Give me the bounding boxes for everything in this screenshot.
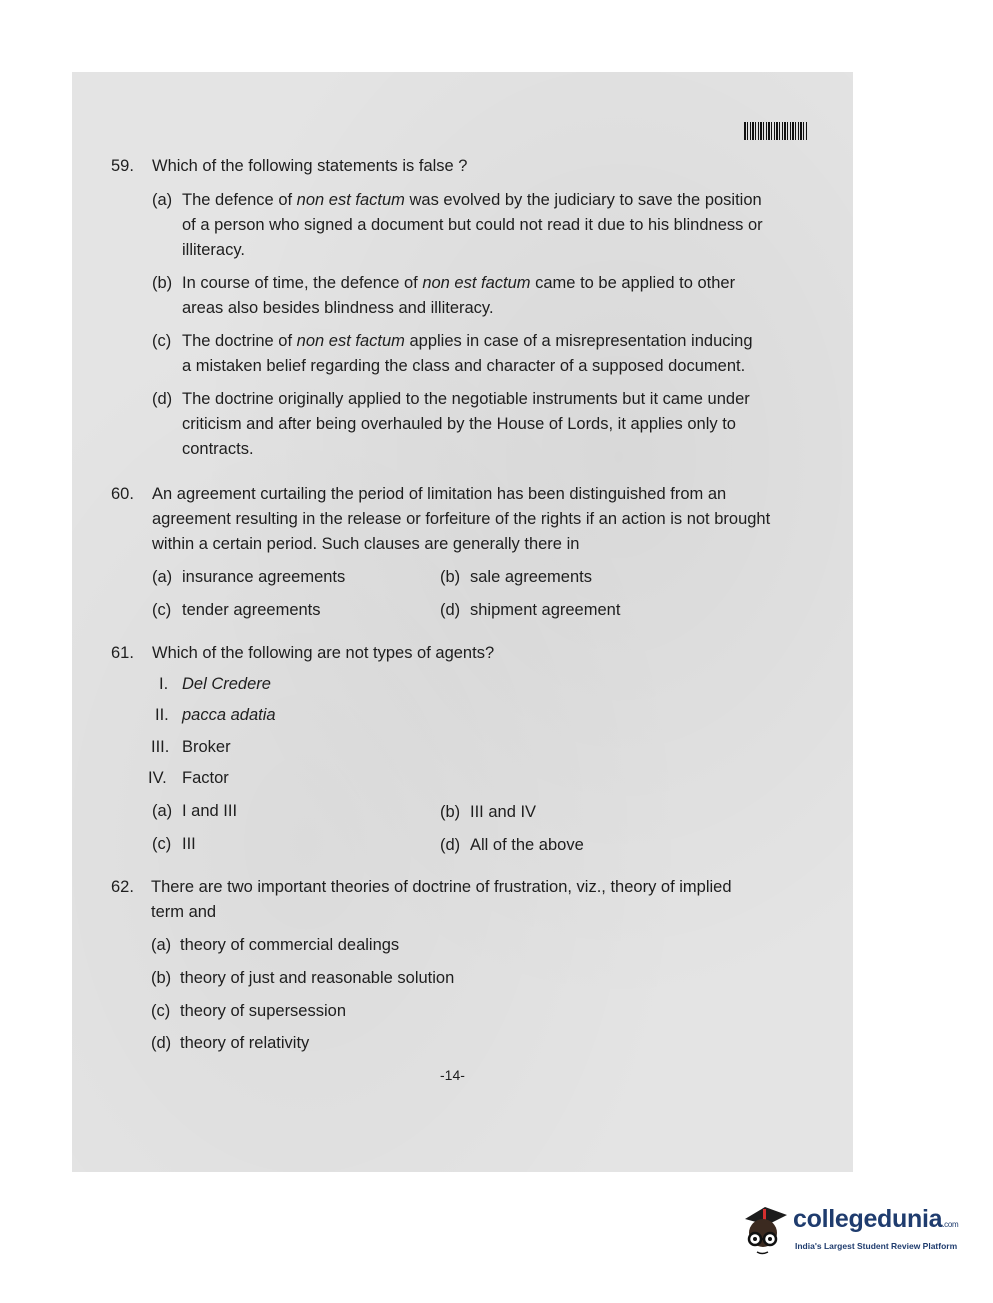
q60-question-line: agreement resulting in the release or forfeiture of the rights if an action is not brought bbox=[152, 510, 771, 528]
q61-number: 61. bbox=[111, 644, 134, 662]
q60-question-line: An agreement curtailing the period of limitation has been distinguished from an bbox=[152, 485, 727, 503]
q61-item-number: I. bbox=[159, 675, 169, 693]
q61-item-text: Del Credere bbox=[182, 675, 271, 693]
mascot-icon bbox=[735, 1197, 790, 1257]
q60-option-text: tender agreements bbox=[182, 601, 321, 619]
q62-question-line: term and bbox=[151, 903, 217, 921]
q59-option-d-line: The doctrine originally applied to the negotiable instruments but it came under bbox=[182, 390, 750, 408]
q59-option-label: (d) bbox=[152, 390, 173, 408]
q59-option-d-line: contracts. bbox=[182, 440, 254, 458]
q62-option-text: theory of just and reasonable solution bbox=[180, 969, 455, 987]
q59-option-label: (a) bbox=[152, 191, 173, 209]
q59-number: 59. bbox=[111, 157, 134, 175]
q61-item-number: III. bbox=[151, 738, 170, 756]
page-number: -14- bbox=[440, 1067, 465, 1083]
q60-number: 60. bbox=[111, 485, 134, 503]
collegedunia-logo bbox=[735, 1197, 960, 1257]
q60-question-line: within a certain period. Such clauses are generally there in bbox=[152, 535, 580, 553]
q61-option-label: (b) bbox=[440, 803, 461, 821]
q61-option-text: III bbox=[182, 835, 196, 853]
q60-option-text: insurance agreements bbox=[182, 568, 346, 586]
q61-option-label: (c) bbox=[152, 835, 172, 853]
q60-option-label: (b) bbox=[440, 568, 461, 586]
q61-question: Which of the following are not types of agents? bbox=[152, 644, 495, 662]
q59-question: Which of the following statements is false ? bbox=[152, 157, 468, 175]
q59-option-b-line: In course of time, the defence of non est factum came to be applied to other bbox=[182, 274, 736, 292]
q59-option-a-line: The defence of non est factum was evolved by the judiciary to save the position bbox=[182, 191, 762, 209]
q62-option-label: (b) bbox=[151, 969, 172, 987]
q60-option-text: sale agreements bbox=[470, 568, 592, 586]
q59-option-a-line: illiteracy. bbox=[182, 241, 245, 259]
q61-item-number: IV. bbox=[148, 769, 167, 787]
q59-option-label: (b) bbox=[152, 274, 173, 292]
q62-option-text: theory of supersession bbox=[180, 1002, 347, 1020]
q61-option-text: I and III bbox=[182, 802, 238, 820]
q61-option-label: (d) bbox=[440, 836, 461, 854]
q59-option-label: (c) bbox=[152, 332, 172, 350]
q62-option-label: (d) bbox=[151, 1034, 172, 1052]
barcode bbox=[744, 122, 808, 140]
q60-option-label: (d) bbox=[440, 601, 461, 619]
q61-option-text: III and IV bbox=[470, 803, 537, 821]
logo-tagline: India's Largest Student Review Platform bbox=[795, 1241, 958, 1251]
logo-text: collegedunia.com bbox=[793, 1205, 959, 1233]
q61-item-text: pacca adatia bbox=[182, 706, 276, 724]
q60-option-text: shipment agreement bbox=[470, 601, 621, 619]
q59-option-b-line: areas also besides blindness and illiteracy. bbox=[182, 299, 494, 317]
q60-option-label: (c) bbox=[152, 601, 172, 619]
q62-option-text: theory of relativity bbox=[180, 1034, 310, 1052]
q59-option-c-line: a mistaken belief regarding the class and character of a supposed document. bbox=[182, 357, 746, 375]
q59-option-a-line: of a person who signed a document but could not read it due to his blindness or bbox=[182, 216, 763, 234]
q60-option-label: (a) bbox=[152, 568, 173, 586]
q62-option-label: (c) bbox=[151, 1002, 171, 1020]
q61-item-text: Broker bbox=[182, 738, 231, 756]
q61-item-number: II. bbox=[155, 706, 169, 724]
q61-option-label: (a) bbox=[152, 802, 173, 820]
q61-item-text: Factor bbox=[182, 769, 229, 787]
q61-option-text: All of the above bbox=[470, 836, 584, 854]
q62-option-label: (a) bbox=[151, 936, 172, 954]
q59-option-d-line: criticism and after being overhauled by the House of Lords, it applies only to bbox=[182, 415, 736, 433]
q62-number: 62. bbox=[111, 878, 134, 896]
q62-question-line: There are two important theories of doctrine of frustration, viz., theory of implied bbox=[151, 878, 732, 896]
q59-option-c-line: The doctrine of non est factum applies in case of a misrepresentation inducing bbox=[182, 332, 753, 350]
q62-option-text: theory of commercial dealings bbox=[180, 936, 400, 954]
